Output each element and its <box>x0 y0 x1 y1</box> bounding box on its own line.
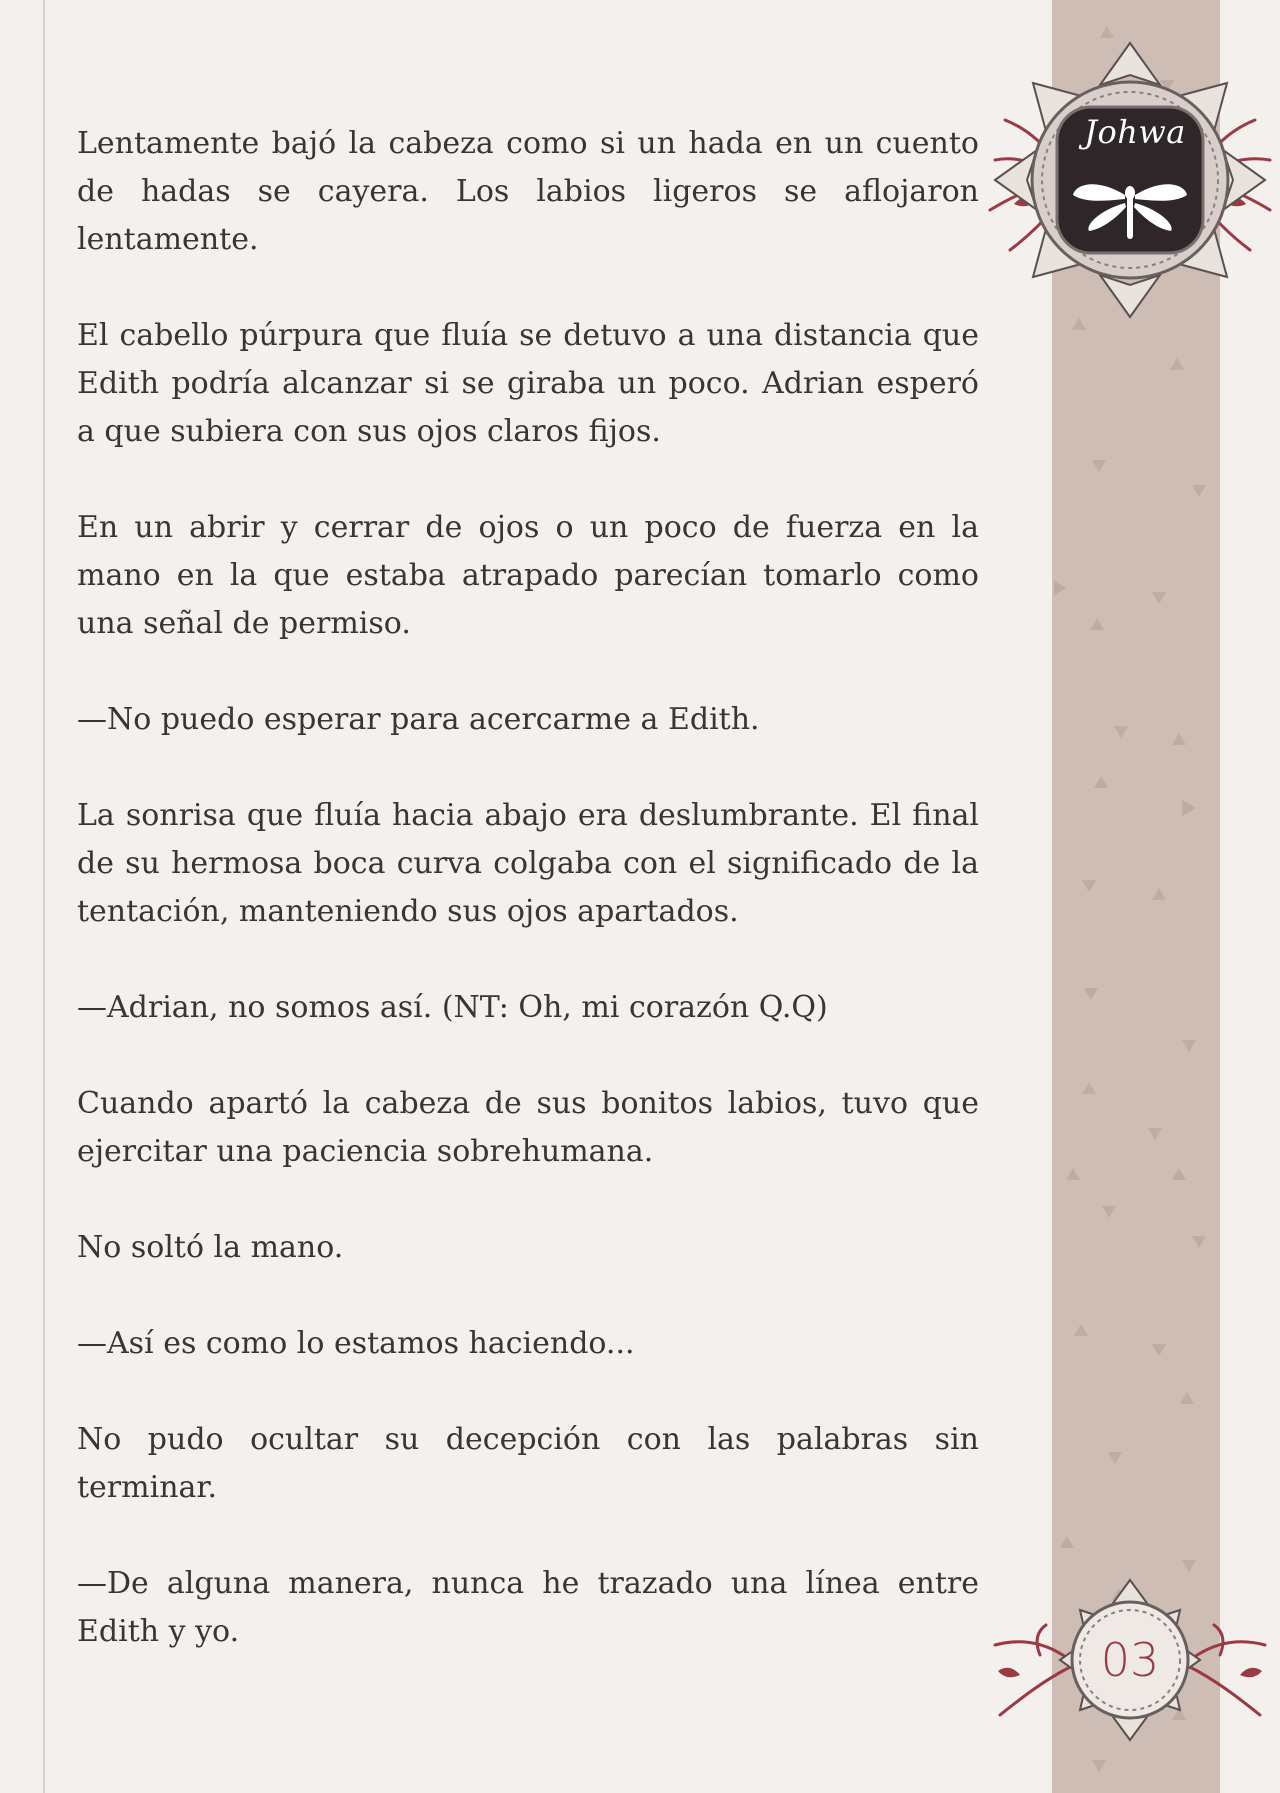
paragraph: —Así es como lo estamos haciendo... <box>77 1326 635 1361</box>
paragraph: —No puedo esperar para acercarme a Edith. <box>77 702 760 737</box>
paragraph: El cabello púrpura que fluía se detuvo a una distancia que Edith podría alcanzar si se giraba un poco. Adrian esperó a que subiera con sus ojos claros fijos. <box>77 318 979 449</box>
paragraph: Cuando apartó la cabeza de sus bonitos labios, tuvo que ejercitar una paciencia sobrehumana. <box>77 1086 979 1169</box>
logo-emblem <box>985 35 1275 325</box>
paragraph: —Adrian, no somos así. (NT: Oh, mi corazón Q.Q) <box>77 990 828 1025</box>
paragraph: —De alguna manera, nunca he trazado una línea entre Edith y yo. <box>77 1566 979 1649</box>
paragraph: En un abrir y cerrar de ojos o un poco de fuerza en la mano en la que estaba atrapado parecían tomarlo como una señal de permiso. <box>77 510 979 641</box>
body-text <box>77 120 979 1704</box>
page-number: 03 <box>1100 1633 1160 1687</box>
logo-text: Johwa <box>1084 113 1186 151</box>
paragraph: No soltó la mano. <box>77 1230 344 1265</box>
paragraph: La sonrisa que fluía hacia abajo era deslumbrante. El final de su hermosa boca curva colgaba con el significado de la tentación, manteniendo sus ojos apartados. <box>77 798 979 929</box>
paragraph: Lentamente bajó la cabeza como si un hada en un cuento de hadas se cayera. Los labios ligeros se aflojaron lentamente. <box>77 126 979 257</box>
paragraph: No pudo ocultar su decepción con las palabras sin terminar. <box>77 1422 979 1505</box>
left-margin-rule <box>43 0 45 1793</box>
